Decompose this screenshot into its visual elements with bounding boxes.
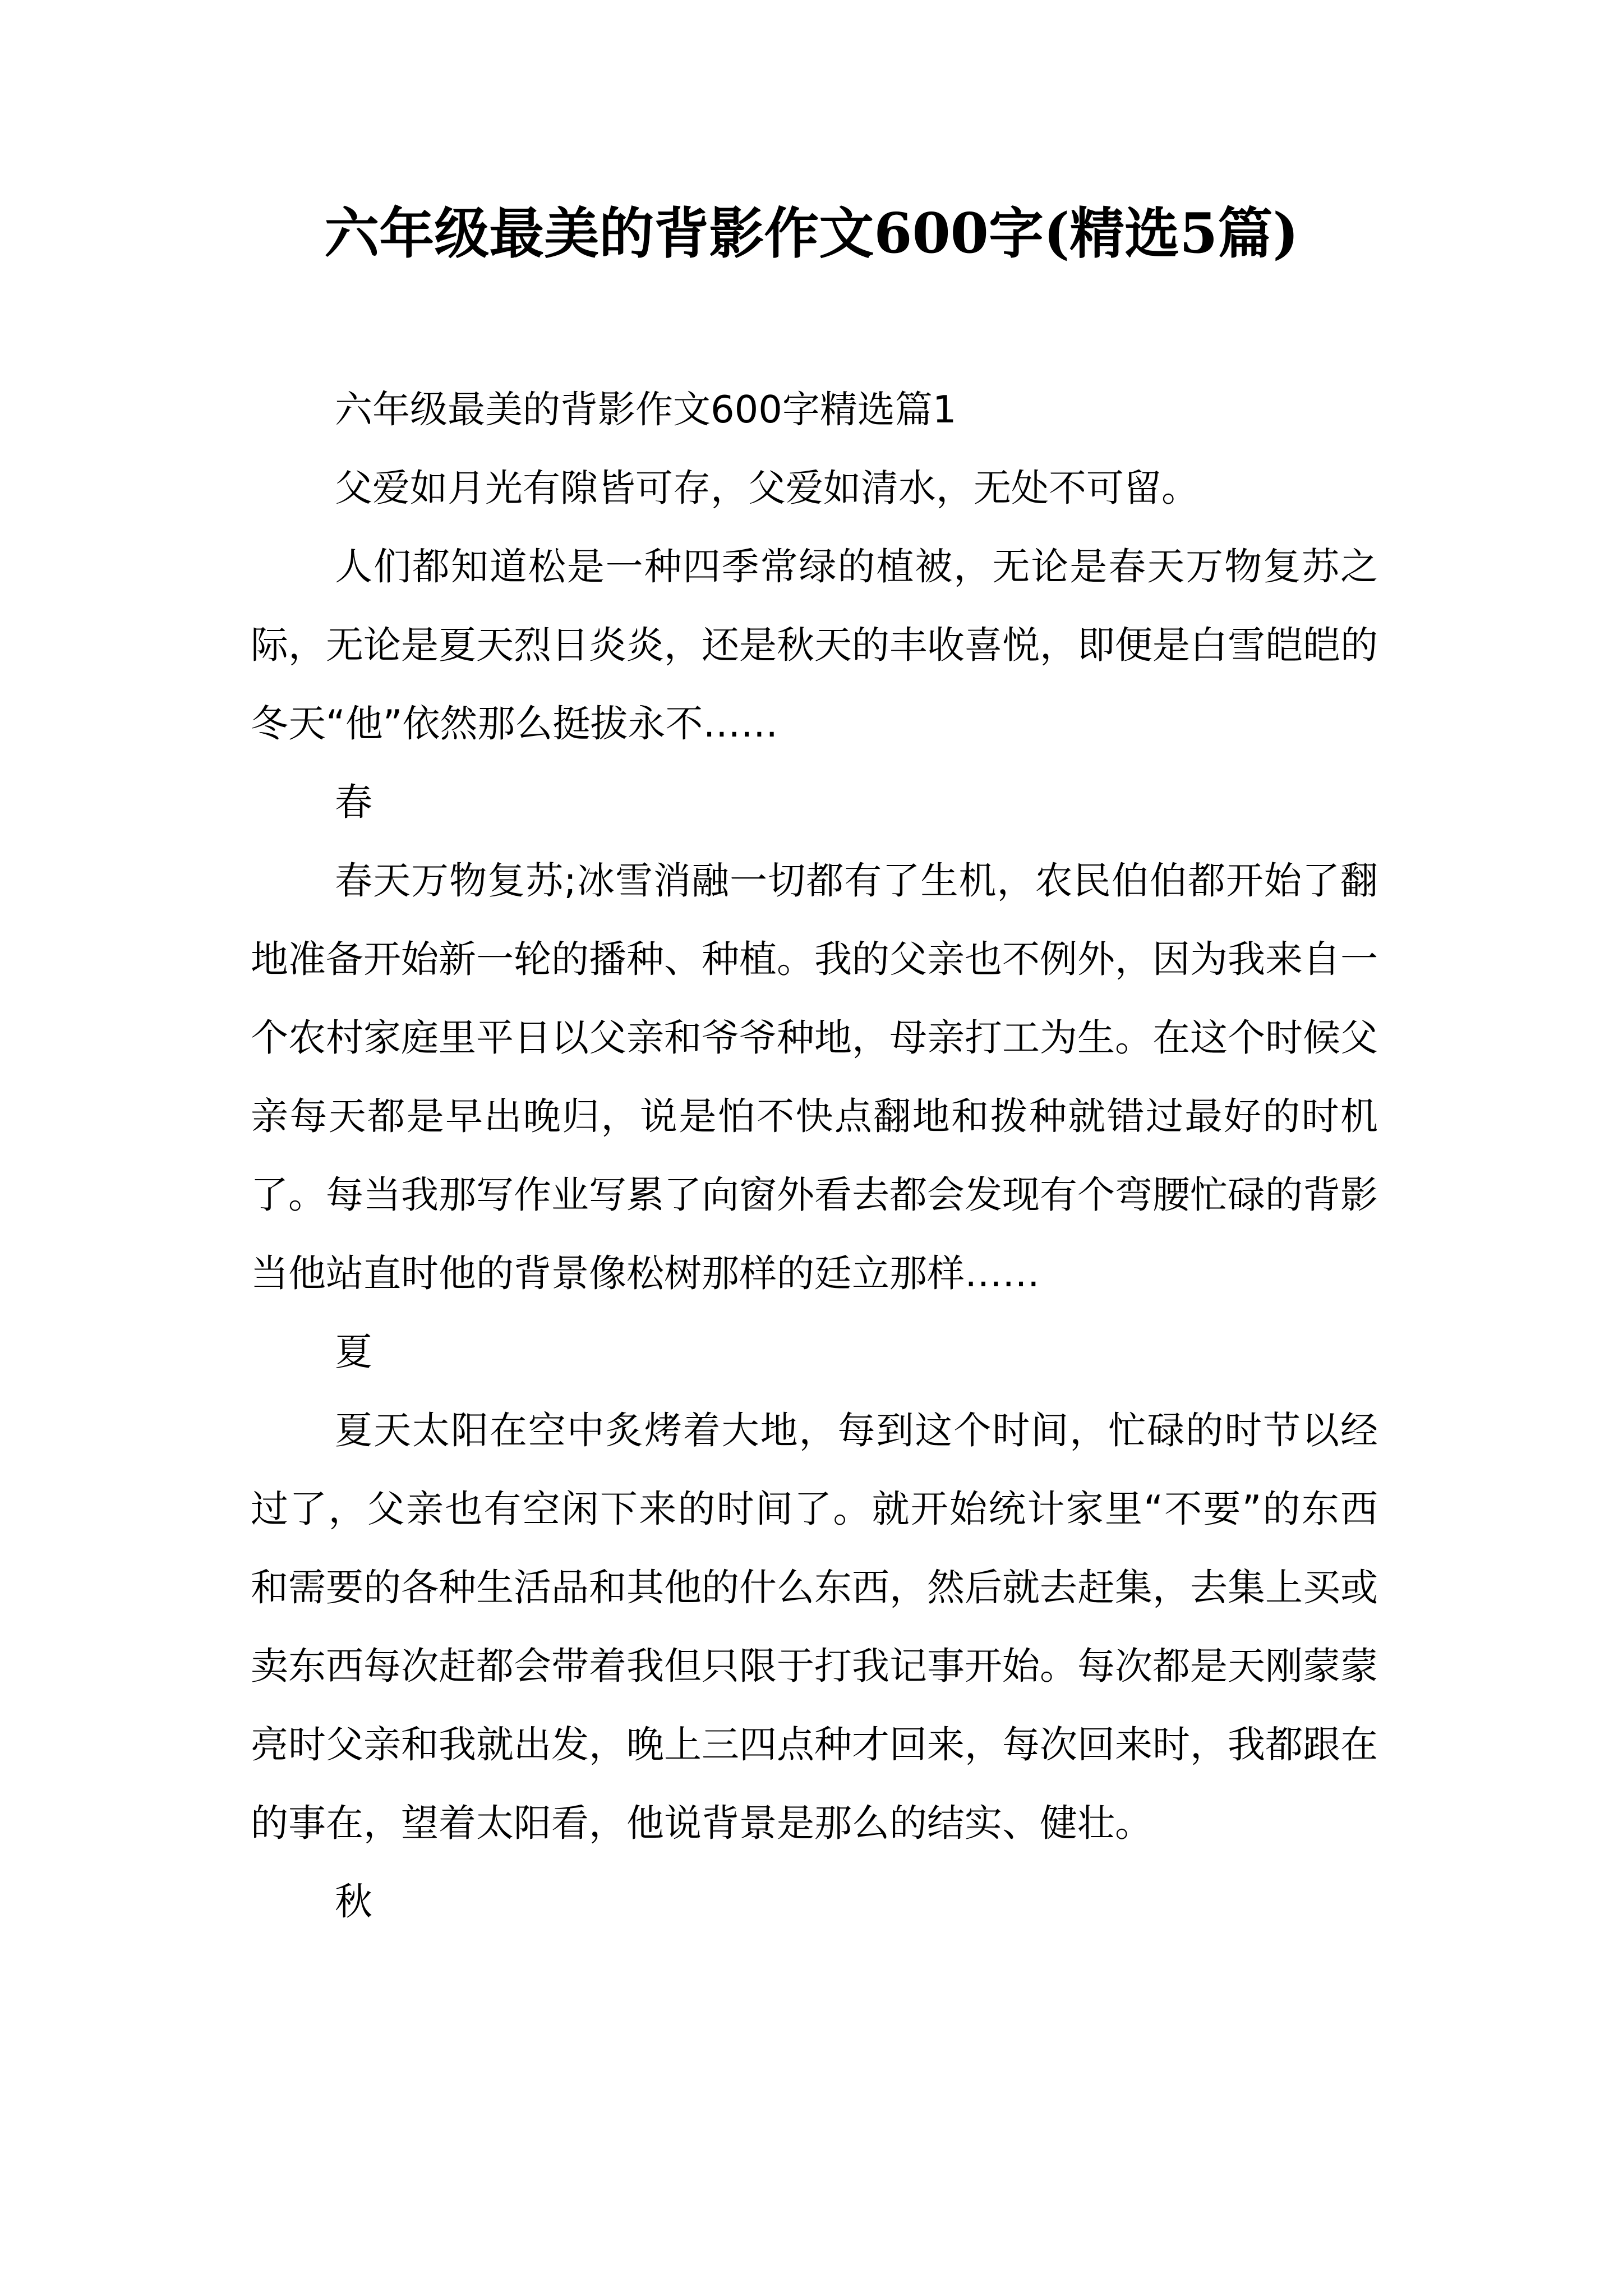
document-body xyxy=(251,370,1378,1941)
paragraph: 父爱如月光有隙皆可存，父爱如清水，无处不可留。 xyxy=(335,466,1199,510)
paragraph: 人们都知道松是一种四季常绿的植被，无论是春天万物复苏之际，无论是夏天烈日炎炎，还是秋天的丰收喜悦，即便是白雪皑皑的冬天“他”依然那么挺拔永不…… xyxy=(251,545,1378,746)
season-heading-summer: 夏 xyxy=(335,1330,372,1374)
paragraph: 夏天太阳在空中炙烤着大地，每到这个时间，忙碌的时节以经过了，父亲也有空闲下来的时间了。就开始统计家里“不要”的东西和需要的各种生活品和其他的什么东西，然后就去赶集，去集上买或卖东西每次赶都会带着我但只限于打我记事开始。每次都是天刚蒙蒙亮时父亲和我就出发，晚上三四点种才回来，每次回来时，我都跟在的事在，望着太阳看，他说背景是那么的结实、健壮。 xyxy=(251,1409,1378,1845)
paragraph: 春天万物复苏;冰雪消融一切都有了生机，农民伯伯都开始了翻地准备开始新一轮的播种、种植。我的父亲也不例外，因为我来自一个农村家庭里平日以父亲和爷爷种地，母亲打工为生。在这个时候父亲每天都是早出晚归，说是怕不快点翻地和拨种就错过最好的时机了。每当我那写作业写累了向窗外看去都会发现有个弯腰忙碌的背影当他站直时他的背景像松树那样的廷立那样…… xyxy=(251,859,1378,1295)
section-heading: 六年级最美的背影作文600字精选篇1 xyxy=(335,388,957,431)
season-heading-autumn: 秋 xyxy=(335,1880,372,1924)
document-title: 六年级最美的背影作文600字(精选5篇) xyxy=(324,201,1299,266)
season-heading-spring: 春 xyxy=(335,780,372,824)
